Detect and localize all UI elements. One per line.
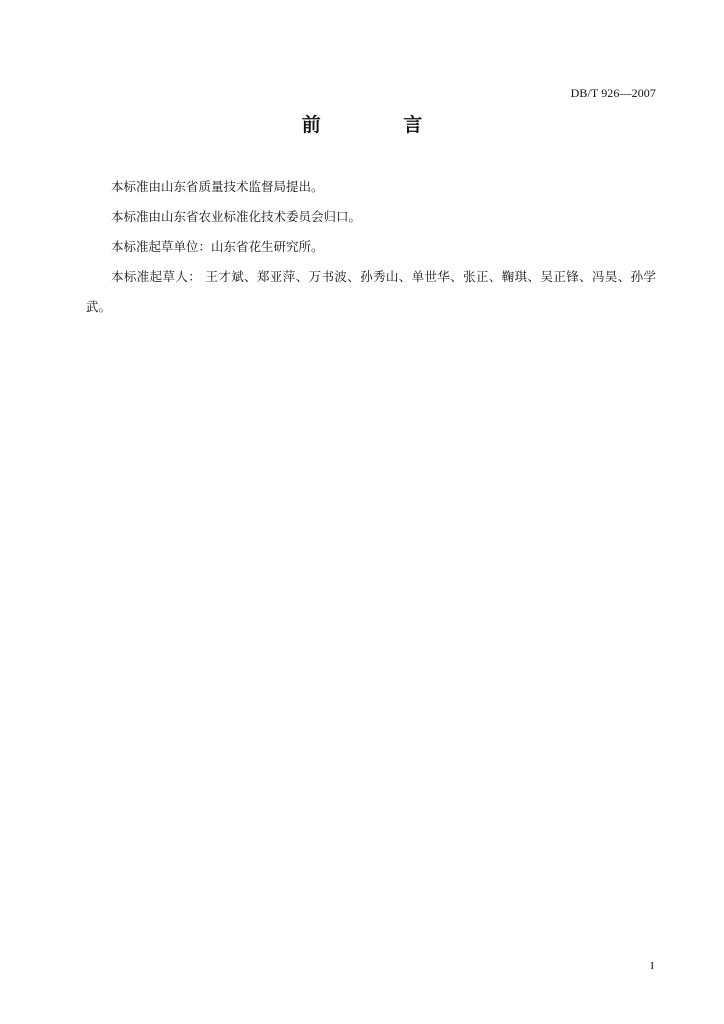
page-number: I	[650, 960, 654, 972]
paragraph-drafters: 本标准起草人： 王才斌、郑亚萍、万书波、孙秀山、单世华、张正、鞠琪、吴正锋、冯昊、孙学武。	[86, 269, 656, 314]
page-title: 前 言	[301, 114, 461, 136]
paragraph-drafting-unit: 本标准起草单位：山东省花生研究所。	[111, 239, 324, 254]
paragraph-centralized-management: 本标准由山东省农业标准化技术委员会归口。	[111, 209, 362, 224]
foreword-body	[86, 172, 656, 322]
standard-code: DB/T 926—2007	[570, 86, 656, 100]
paragraph-proposer: 本标准由山东省质量技术监督局提出。	[111, 179, 324, 194]
